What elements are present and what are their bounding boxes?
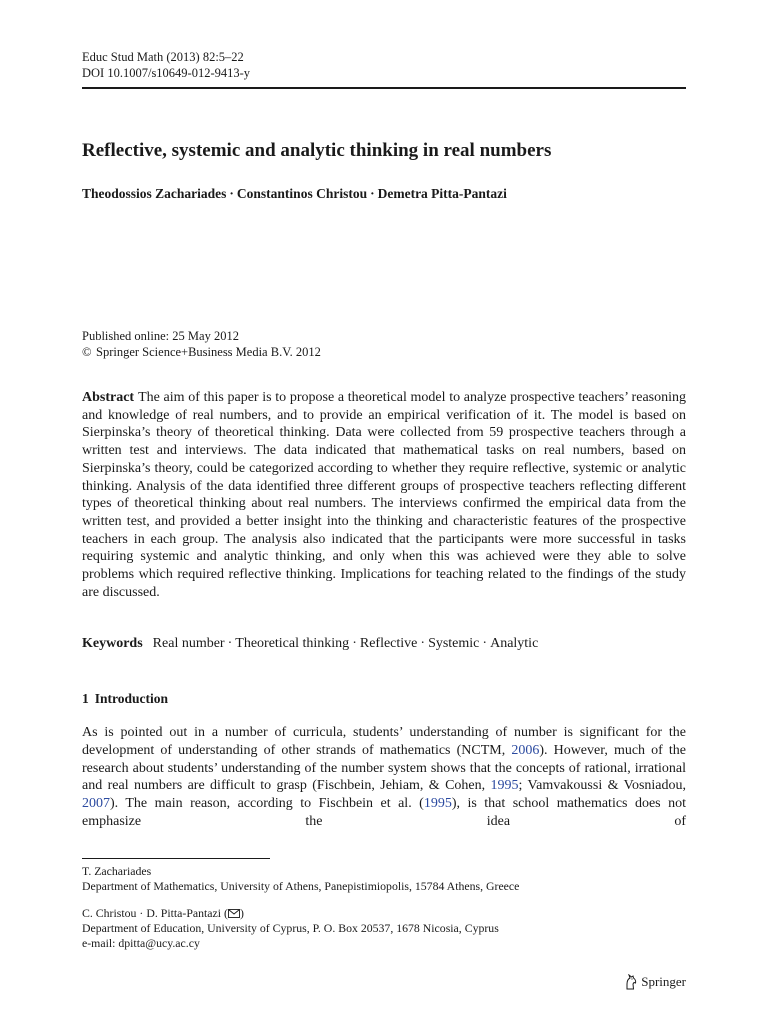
header-rule	[82, 87, 686, 89]
affiliation-text: Department of Education, University of Cyprus, P. O. Box 20537, 1678 Nicosia, Cyprus	[82, 921, 499, 935]
section-title: Introduction	[94, 691, 169, 706]
intro-text: ), is that school mathematics does not emphasize the idea of	[82, 796, 686, 829]
footnote-rule	[82, 858, 270, 859]
intro-text: ; Vamvakoussi & Vosniadou,	[518, 778, 686, 794]
copyright-text: Springer Science+Business Media B.V. 2012	[96, 345, 321, 359]
publisher-name: Springer	[641, 974, 686, 989]
keyword: Reflective	[359, 636, 418, 651]
abstract	[82, 389, 686, 601]
abstract-label: Abstract	[82, 390, 135, 405]
envelope-icon	[228, 909, 240, 918]
section-heading	[82, 690, 168, 708]
email[interactable]: e-mail: dpitta@ucy.ac.cy	[82, 936, 200, 950]
citation-link[interactable]: 1995	[423, 796, 452, 812]
citation-link[interactable]: 2007	[82, 796, 110, 812]
keyword-separator: ·	[227, 636, 233, 651]
citation-link[interactable]: 2006	[511, 742, 540, 758]
affiliation-author: D. Pitta-Pantazi	[146, 906, 222, 920]
springer-horse-icon	[624, 974, 638, 990]
keywords-label: Keywords	[82, 636, 143, 651]
keyword: Analytic	[490, 636, 539, 651]
author-separator: ·	[370, 186, 375, 201]
citation-link[interactable]: 1995	[490, 778, 519, 794]
author-name: Demetra Pitta-Pantazi	[377, 186, 507, 201]
doi: DOI 10.1007/s10649-012-9413-y	[82, 66, 251, 80]
author-name: Theodossios Zachariades	[82, 186, 227, 201]
paper-title: Reflective, systemic and analytic thinking in real numbers	[82, 140, 552, 161]
author-separator: ·	[229, 186, 234, 201]
intro-text: ). The main reason, according to Fischbein et al. (	[110, 796, 424, 812]
section-number: 1	[82, 691, 89, 706]
publication-info	[82, 328, 321, 360]
keywords	[82, 635, 686, 653]
journal-header	[82, 49, 250, 81]
keyword-separator: ·	[482, 636, 488, 651]
paper-page	[82, 0, 686, 1024]
publisher-logo	[624, 973, 686, 991]
author-separator: ·	[139, 906, 144, 920]
affiliation-text: Department of Mathematics, University of Athens, Panepistimiopolis, 15784 Athens, Greece	[82, 879, 520, 893]
published-online: Published online: 25 May 2012	[82, 329, 239, 343]
keyword: Theoretical thinking	[235, 636, 350, 651]
affiliation-author: C. Christou	[82, 906, 137, 920]
copyright-icon: ©	[82, 345, 92, 359]
keyword-separator: ·	[420, 636, 426, 651]
journal-citation: Educ Stud Math (2013) 82:5–22	[82, 50, 244, 64]
author-list	[82, 185, 507, 203]
author-name: Constantinos Christou	[236, 186, 368, 201]
affiliation-authors: C. Christou · D. Pitta-Pantazi ( )	[82, 906, 244, 920]
keyword: Systemic	[428, 636, 480, 651]
keyword: Real number	[152, 636, 225, 651]
intro-text: ). However, much of the research about students’ understanding of the number system shows that the concepts of rational, irrational and real numbers are difficult to grasp (Fischbein, Jehiam, & Cohen,	[82, 742, 687, 794]
intro-text: As is pointed out in a number of curricula, students’ understanding of number is significant for the development of understanding of other strands of mathematics (NCTM,	[82, 725, 686, 758]
affiliation-author: T. Zachariades	[82, 864, 152, 878]
intro-paragraph	[82, 724, 686, 831]
affiliation-block-2	[82, 906, 499, 951]
copyright-line	[82, 344, 321, 360]
affiliation-block-1	[82, 864, 519, 894]
keyword-separator: ·	[352, 636, 357, 651]
abstract-text: The aim of this paper is to propose a theoretical model to analyze prospective teachers’ reasoning and knowledge of real numbers, and to provide an empirical verification of it. The model is based on Sierpinska’s theory of theoretical thinking. Data were collected from 59 prospective teachers through a written test and interviews. The data indicated that mathematical tasks on real numbers, based on Sierpinska’s theory, could be categorized according to whether they require reflective, systemic or analytic thinking. Analysis of the data identified three different groups of prospective teachers reflecting different types of theoretical thinking about real numbers. The interviews confirmed the empirical data from the written test, and provided a better insight into the thinking and characteristic features of the prospective teachers in each group. The analysis also indicated that the participants were more successful in tasks requiring systemic and analytic thinking, and only when this was achieved were they able to solve problems which required reflective thinking. Implications for teaching related to the findings of the study are discussed.	[82, 390, 686, 600]
